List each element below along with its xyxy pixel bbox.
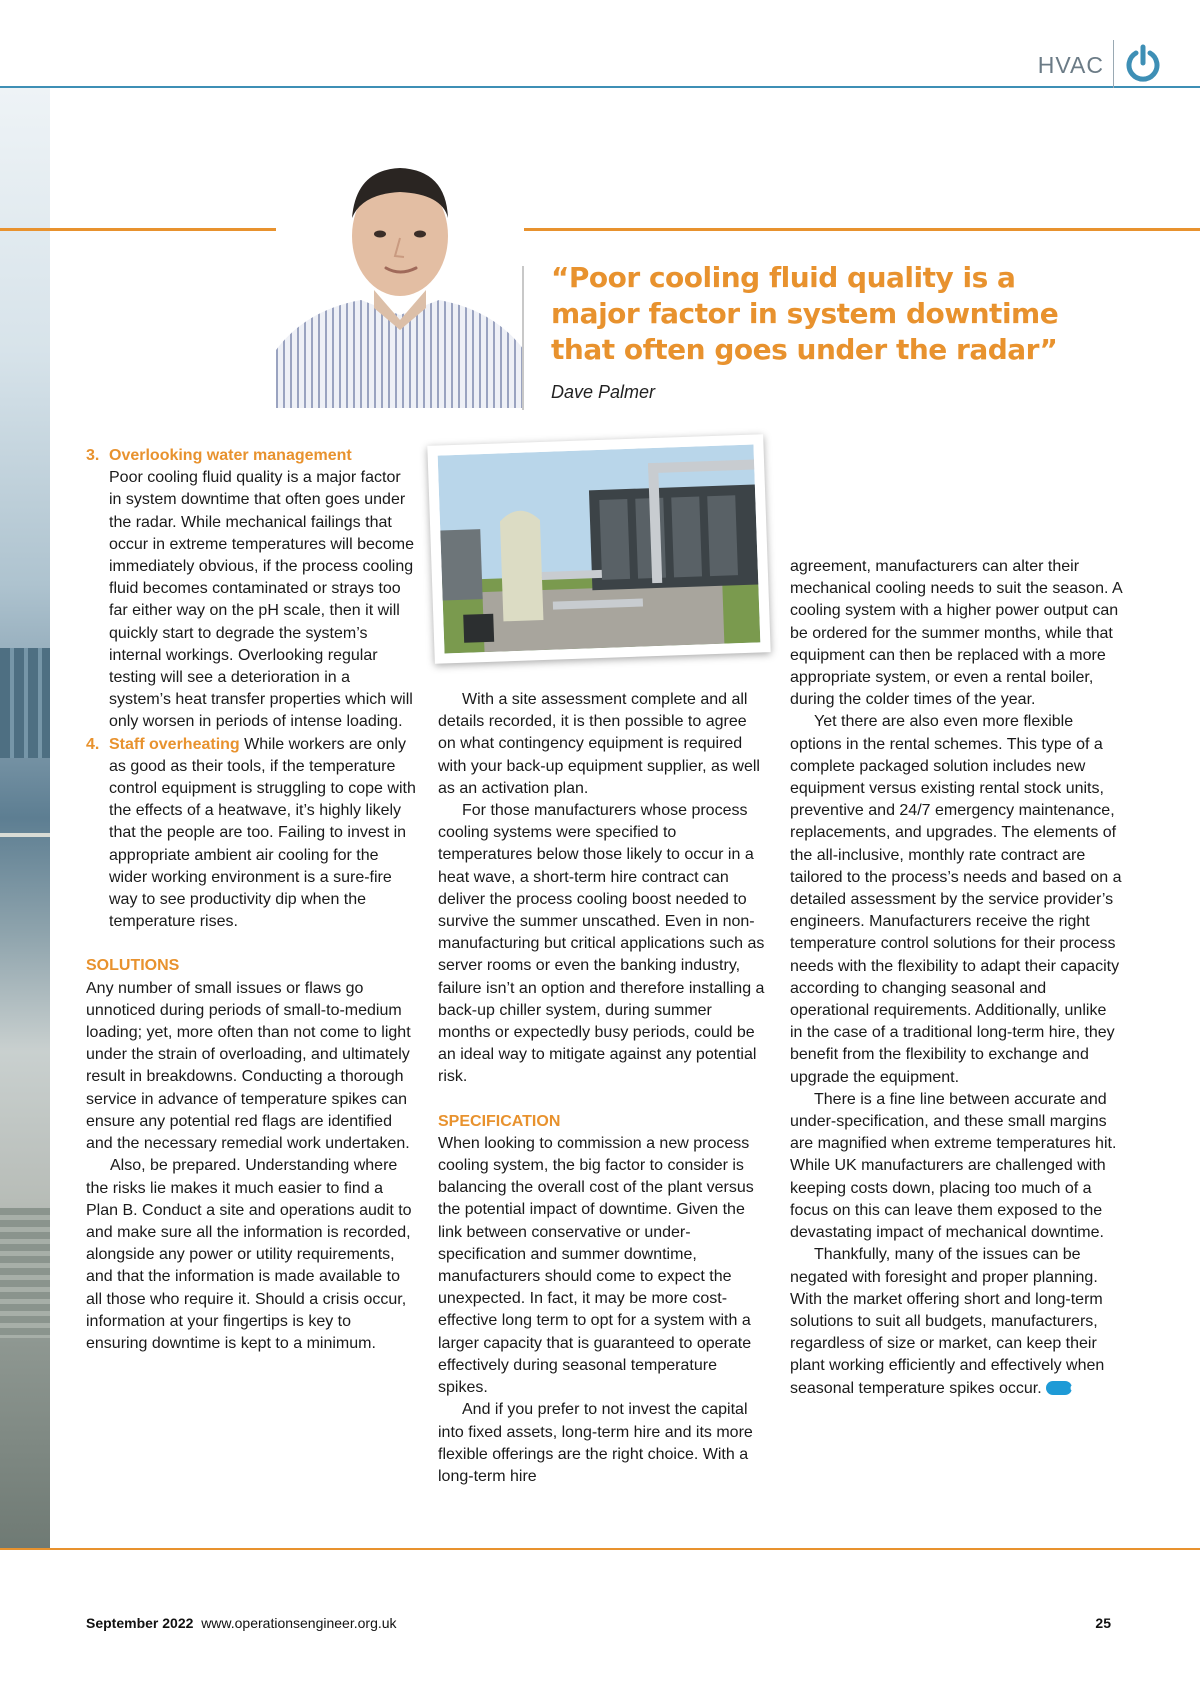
quote-author: Dave Palmer bbox=[551, 382, 656, 402]
column-2 bbox=[438, 689, 768, 1488]
top-accent-rule bbox=[0, 228, 1200, 231]
power-icon bbox=[1124, 43, 1162, 83]
list-number: 4. bbox=[86, 735, 100, 753]
item-4-body: While workers are only as good as their tools, if the temperature control equipment is struggling to cope with the effects of a heatwave, it’s highly likely that the people are too. Failing to invest in appropriate ambient air cooling for the wider working environment is a sure-fire way to see productivity dip when the temperature rises. bbox=[109, 735, 416, 931]
item-3-body: Poor cooling fluid quality is a major factor in system downtime that often goes under the radar. While mechanical failings that occur in extreme temperatures will become immediately obvious, if the process cooling fluid becomes contaminated or strays too far either way on the pH scale, then it will quickly start to degrade the system’s internal workings. Overlooking regular testing will see a deterioration in a system’s heat transfer properties which will only worsen in periods of intense loading. bbox=[109, 469, 415, 731]
specification-heading: SPECIFICATION bbox=[438, 1112, 561, 1130]
header-divider bbox=[1113, 40, 1114, 88]
col3-paragraph-2: Yet there are also even more flexible options in the rental schemes. This type of a complete packaged solution includes new equipment versus existing rental stock units, preventive and 24/7 emergency maintenance, replacements, and upgrades. The elements of the all-inclusive, monthly rate contract are tailored to the process’s needs and based on a detailed assessment by the service provider’s engineers. Manufacturers receive the right temperature control solutions for their process needs with the flexibility to adapt their capacity according to changing seasonal and operational requirements. Additionally, unlike in the case of a traditional long-term hire, they benefit from the flexibility to exchange and upgrade the equipment. bbox=[790, 713, 1122, 1086]
list-item-3 bbox=[86, 445, 416, 734]
specification-paragraph-1: When looking to commission a new process cooling system, the big factor to consider is balancing the overall cost of the plant versus the potential impact of downtime. Given the link between conservative or under-specification and summer downtime, manufacturers should come to expect the unexpected. In fact, it may be more cost-effective long term to opt for a system with a larger capacity that is guaranteed to operate effectively during seasonal temperature spikes. bbox=[438, 1134, 754, 1397]
col2-paragraph-2: For those manufacturers whose process cooling systems were specified to temperatures below those likely to occur in a heat wave, a short-term hire contract can deliver the process cooling boost needed to survive the summer unscathed. Even in non-manufacturing but critical applications such as server rooms or even the banking industry, failure isn’t an option and therefore installing a back-up chiller system, during summer months or expectedly busy periods, could be an ideal way to mitigate against any potential risk. bbox=[438, 802, 765, 1086]
column-1 bbox=[86, 445, 416, 1355]
col3-paragraph-3: There is a fine line between accurate and under-specification, and these small margins are magnified when extreme temperatures hit. While UK manufacturers are challenged with keeping costs down, placing too much of a focus on this can leave them exposed to the devastating impact of mechanical downtime. bbox=[790, 1090, 1117, 1242]
header-rule bbox=[0, 86, 1200, 88]
col3-paragraph-4: Thankfully, many of the issues can be negated with foresight and proper planning. With the market offering short and long-term solutions to suit all budgets, manufacturers, regardless of size or market, can keep their plant working efficiently and effectively when seasonal temperature spikes occur. bbox=[790, 1246, 1105, 1397]
list-item-4 bbox=[86, 734, 416, 934]
solutions-paragraph-2: Also, be prepared. Understanding where the risks lie makes it much easier to find a Plan B. Conduct a site and operations audit to and make sure all the information is recorded, alongside any power or utility requirements, and that the information is made available to all those who require it. Should a crisis occur, information at your fingertips is key to ensuring downtime is kept to a minimum. bbox=[86, 1157, 412, 1352]
footer-left bbox=[86, 1615, 397, 1631]
col2-paragraph-1: With a site assessment complete and all details recorded, it is then possible to agree on what contingency equipment is required with your back-up equipment supplier, as well as an activation plan. bbox=[438, 691, 760, 797]
solutions-heading: SOLUTIONS bbox=[86, 957, 180, 975]
bottom-accent-rule bbox=[0, 1548, 1200, 1550]
quote-bar bbox=[522, 266, 524, 410]
col3-paragraph-1: agreement, manufacturers can alter their mechanical cooling needs to suit the season. A cooling system with a higher power output can be ordered for the summer months, while that equipment can then be replaced with a more appropriate system, or even a rental boiler, during the colder times of the year. bbox=[790, 558, 1122, 709]
chiller-photo bbox=[427, 434, 770, 664]
item-4-title: Staff overheating bbox=[109, 735, 240, 753]
side-photo-strip bbox=[0, 88, 50, 1548]
specification-paragraph-2: And if you prefer to not invest the capital into fixed assets, long-term hire and its more flexible offerings are the right choice. With a long-term hire bbox=[438, 1401, 753, 1485]
chiller-photo-image bbox=[438, 445, 761, 654]
oe-end-logo: oe bbox=[1046, 1381, 1072, 1395]
list-number: 3. bbox=[86, 447, 100, 464]
section-tag: HVAC bbox=[1037, 52, 1104, 78]
footer-url[interactable]: www.operationsengineer.org.uk bbox=[201, 1615, 397, 1631]
pull-quote: “Poor cooling fluid quality is a major factor in system downtime that often goes under the radar” bbox=[551, 261, 1059, 366]
item-3-title: Overlooking water management bbox=[109, 447, 352, 464]
author-portrait bbox=[276, 140, 524, 408]
solutions-paragraph-1: Any number of small issues or flaws go unnoticed during periods of small-to-medium loading; yet, more often than not come to light under the strain of overloading, and ultimately result in breakdowns. Conducting a thorough service in advance of temperature spikes can ensure any potential red flags are identified and the necessary remedial work undertaken. bbox=[86, 979, 411, 1153]
column-3 bbox=[790, 556, 1122, 1400]
footer-date: September 2022 bbox=[86, 1615, 194, 1631]
page-number: 25 bbox=[1095, 1615, 1111, 1631]
